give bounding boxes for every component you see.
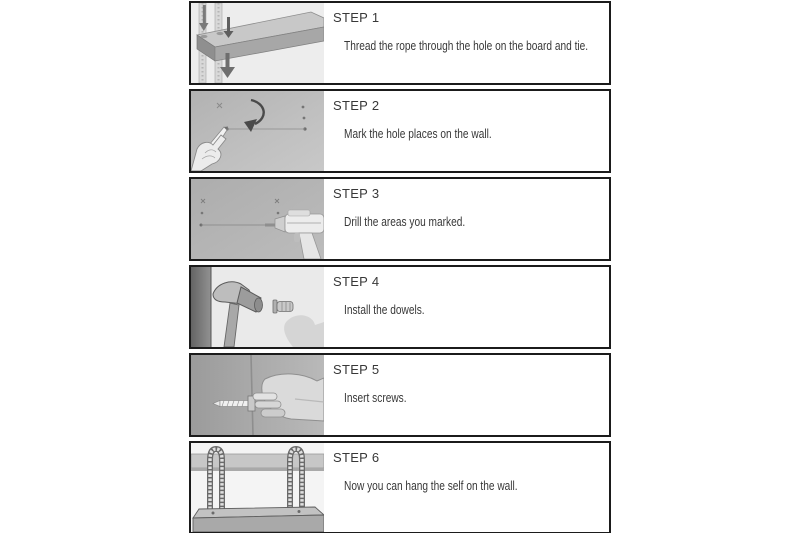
step-description: Drill the areas you marked. xyxy=(344,214,466,229)
step-label: STEP 1 xyxy=(333,10,380,25)
step-text-area xyxy=(324,355,609,435)
step-panel-2 xyxy=(189,89,611,173)
step-panel-6 xyxy=(189,441,611,533)
step-description: Insert screws. xyxy=(344,390,407,405)
screw-hand-illustration xyxy=(191,355,325,435)
step-label: STEP 6 xyxy=(333,450,380,465)
hanging-shelf-illustration xyxy=(191,443,325,532)
step-text-area xyxy=(324,179,609,259)
step-description: Mark the hole places on the wall. xyxy=(344,126,492,141)
step-panel-3 xyxy=(189,177,611,261)
step-text-area xyxy=(324,3,609,83)
step-label: STEP 5 xyxy=(333,362,380,377)
step-label: STEP 3 xyxy=(333,186,380,201)
step-label: STEP 2 xyxy=(333,98,380,113)
step-panel-1 xyxy=(189,1,611,85)
step-panel-5 xyxy=(189,353,611,437)
step-description: Thread the rope through the hole on the board and tie. xyxy=(344,38,589,53)
step-text-area xyxy=(324,91,609,171)
step-description: Install the dowels. xyxy=(344,302,425,317)
hammer-dowel-illustration xyxy=(191,267,324,347)
hand-marking-wall-illustration xyxy=(191,91,325,171)
step-description: Now you can hang the self on the wall. xyxy=(344,478,518,493)
step-text-area xyxy=(324,267,609,347)
step-text-area xyxy=(324,443,609,532)
board-with-ropes-illustration xyxy=(191,3,324,83)
step-panel-4 xyxy=(189,265,611,349)
drill-illustration xyxy=(191,179,325,259)
step-label: STEP 4 xyxy=(333,274,380,289)
